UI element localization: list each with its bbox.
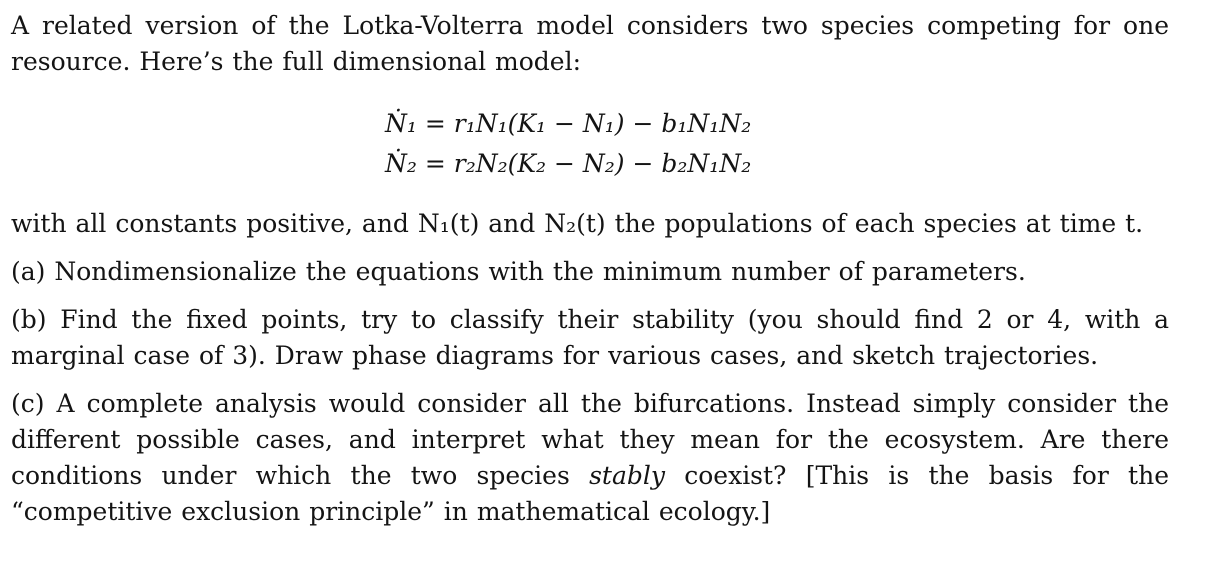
part-a-paragraph: (a) Nondimensionalize the equations with the minimum number of parameters.: [11, 257, 1026, 286]
problem-document: [11, 8, 1169, 530]
intro-paragraph: A related version of the Lotka-Volterra model considers two species competing for one resource. Here’s the full dimensional model:: [11, 11, 1169, 76]
part-c-emphasis: stably: [589, 461, 665, 490]
part-c-text-start: (c) A complete analysis would consider all the bifurcations. Instead simply consider the different possible cases, and interpret what they mean for the ecosystem. Are there conditions under which the two species: [11, 389, 1169, 490]
equation-species-1: Ṅ₁ = r₁N₁(K₁ − N₁) − b₁N₁N₂: [385, 109, 752, 138]
equation-block: [11, 106, 1169, 182]
part-c-paragraph: [11, 386, 1169, 530]
constants-paragraph: with all constants positive, and N₁(t) and N₂(t) the populations of each species at time t.: [11, 209, 1144, 238]
part-c-text-end: coexist? [This is the basis for the “competitive exclusion principle” in mathematical ecology.]: [11, 461, 1169, 526]
equation-species-2: Ṅ₂ = r₂N₂(K₂ − N₂) − b₂N₁N₂: [385, 149, 752, 178]
part-b-paragraph: (b) Find the fixed points, try to classify their stability (you should find 2 or 4, with a marginal case of 3). Draw phase diagrams for various cases, and sketch trajectories.: [11, 305, 1169, 370]
